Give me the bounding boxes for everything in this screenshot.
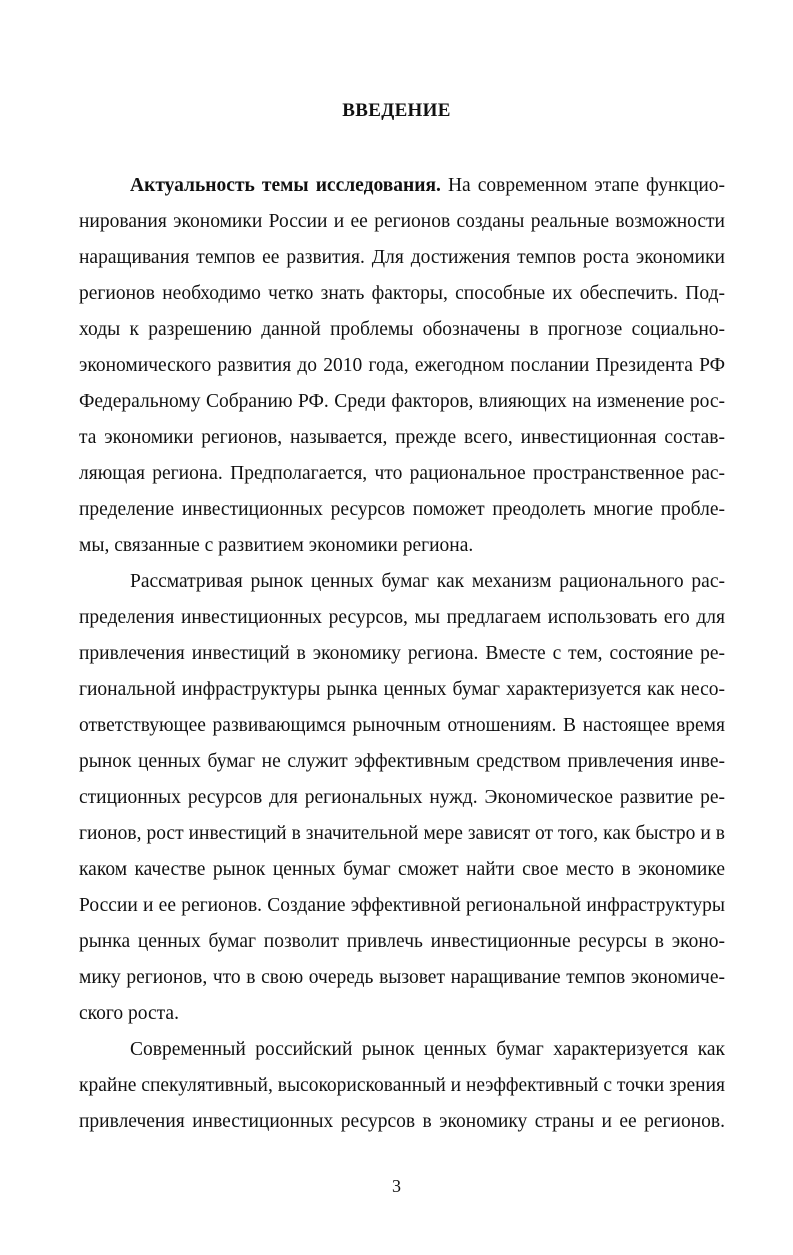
page-title: ВВЕДЕНИЕ — [342, 100, 451, 121]
paragraph-2-line-5: ответствующее развивающимся рыночным отношениям. В настоящее время — [79, 715, 725, 736]
paragraph-2-line-3: привлечения инвестиций в экономику региона. Вместе с тем, состояние ре- — [79, 643, 725, 664]
paragraph-2-line-10: России и ее регионов. Создание эффективной региональной инфраструктуры — [79, 895, 725, 916]
paragraph-2-line-9: каком качестве рынок ценных бумаг сможет найти свое место в экономике — [79, 859, 725, 880]
page-number: 3 — [392, 1176, 401, 1196]
paragraph-2-line-2: пределения инвестиционных ресурсов, мы предлагаем использовать его для — [79, 607, 725, 628]
paragraph-1-line-5: ходы к разрешению данной проблемы обозначены в прогнозе социально- — [79, 319, 725, 340]
paragraph-2-line-4: гиональной инфраструктуры рынка ценных бумаг характеризуется как несо- — [79, 679, 725, 700]
paragraph-1-line-1-text: На современном этапе функцио- — [440, 175, 726, 196]
paragraph-1-line-6: экономического развития до 2010 года, ежегодном послании Президента РФ — [79, 355, 725, 376]
paragraph-2-line-11: рынка ценных бумаг позволит привлечь инвестиционные ресурсы в эконо- — [79, 931, 725, 952]
paragraph-2-line-6: рынок ценных бумаг не служит эффективным средством привлечения инве- — [79, 751, 725, 772]
paragraph-1-line-1 — [130, 174, 725, 198]
paragraph-3-line-1: Современный российский рынок ценных бумаг характеризуется как — [130, 1039, 725, 1060]
paragraph-2-line-13: ского роста. — [79, 1003, 179, 1024]
paragraph-1-line-10: пределение инвестиционных ресурсов поможет преодолеть многие пробле- — [79, 499, 725, 520]
paragraph-1-line-2: нирования экономики России и ее регионов созданы реальные возможности — [79, 211, 725, 232]
paragraph-2-line-12: мику регионов, что в свою очередь вызовет наращивание темпов экономиче- — [79, 967, 725, 988]
paragraph-1-line-4: регионов необходимо четко знать факторы, способные их обеспечить. Под- — [79, 283, 725, 304]
paragraph-1-line-9: ляющая региона. Предполагается, что рациональное пространственное рас- — [79, 463, 725, 484]
paragraph-2-line-7: стиционных ресурсов для региональных нужд. Экономическое развитие ре- — [79, 787, 725, 808]
paragraph-2-line-1: Рассматривая рынок ценных бумаг как механизм рационального рас- — [130, 571, 725, 592]
paragraph-1-lead: Актуальность темы исследования. — [130, 175, 441, 196]
paragraph-1-line-8: та экономики регионов, называется, прежде всего, инвестиционная состав- — [79, 427, 725, 448]
paragraph-1-line-11: мы, связанные с развитием экономики региона. — [79, 535, 474, 556]
paragraph-1-line-3: наращивания темпов ее развития. Для достижения темпов роста экономики — [79, 247, 725, 268]
paragraph-1-line-7: Федеральному Собранию РФ. Среди факторов, влияющих на изменение рос- — [79, 391, 725, 412]
paragraph-2-line-8: гионов, рост инвестиций в значительной мере зависят от того, как быстро и в — [79, 823, 725, 844]
paragraph-3-line-2: крайне спекулятивный, высокорискованный и неэффективный с точки зрения — [79, 1075, 725, 1096]
paragraph-3-line-3: привлечения инвестиционных ресурсов в экономику страны и ее регионов. — [79, 1111, 725, 1132]
